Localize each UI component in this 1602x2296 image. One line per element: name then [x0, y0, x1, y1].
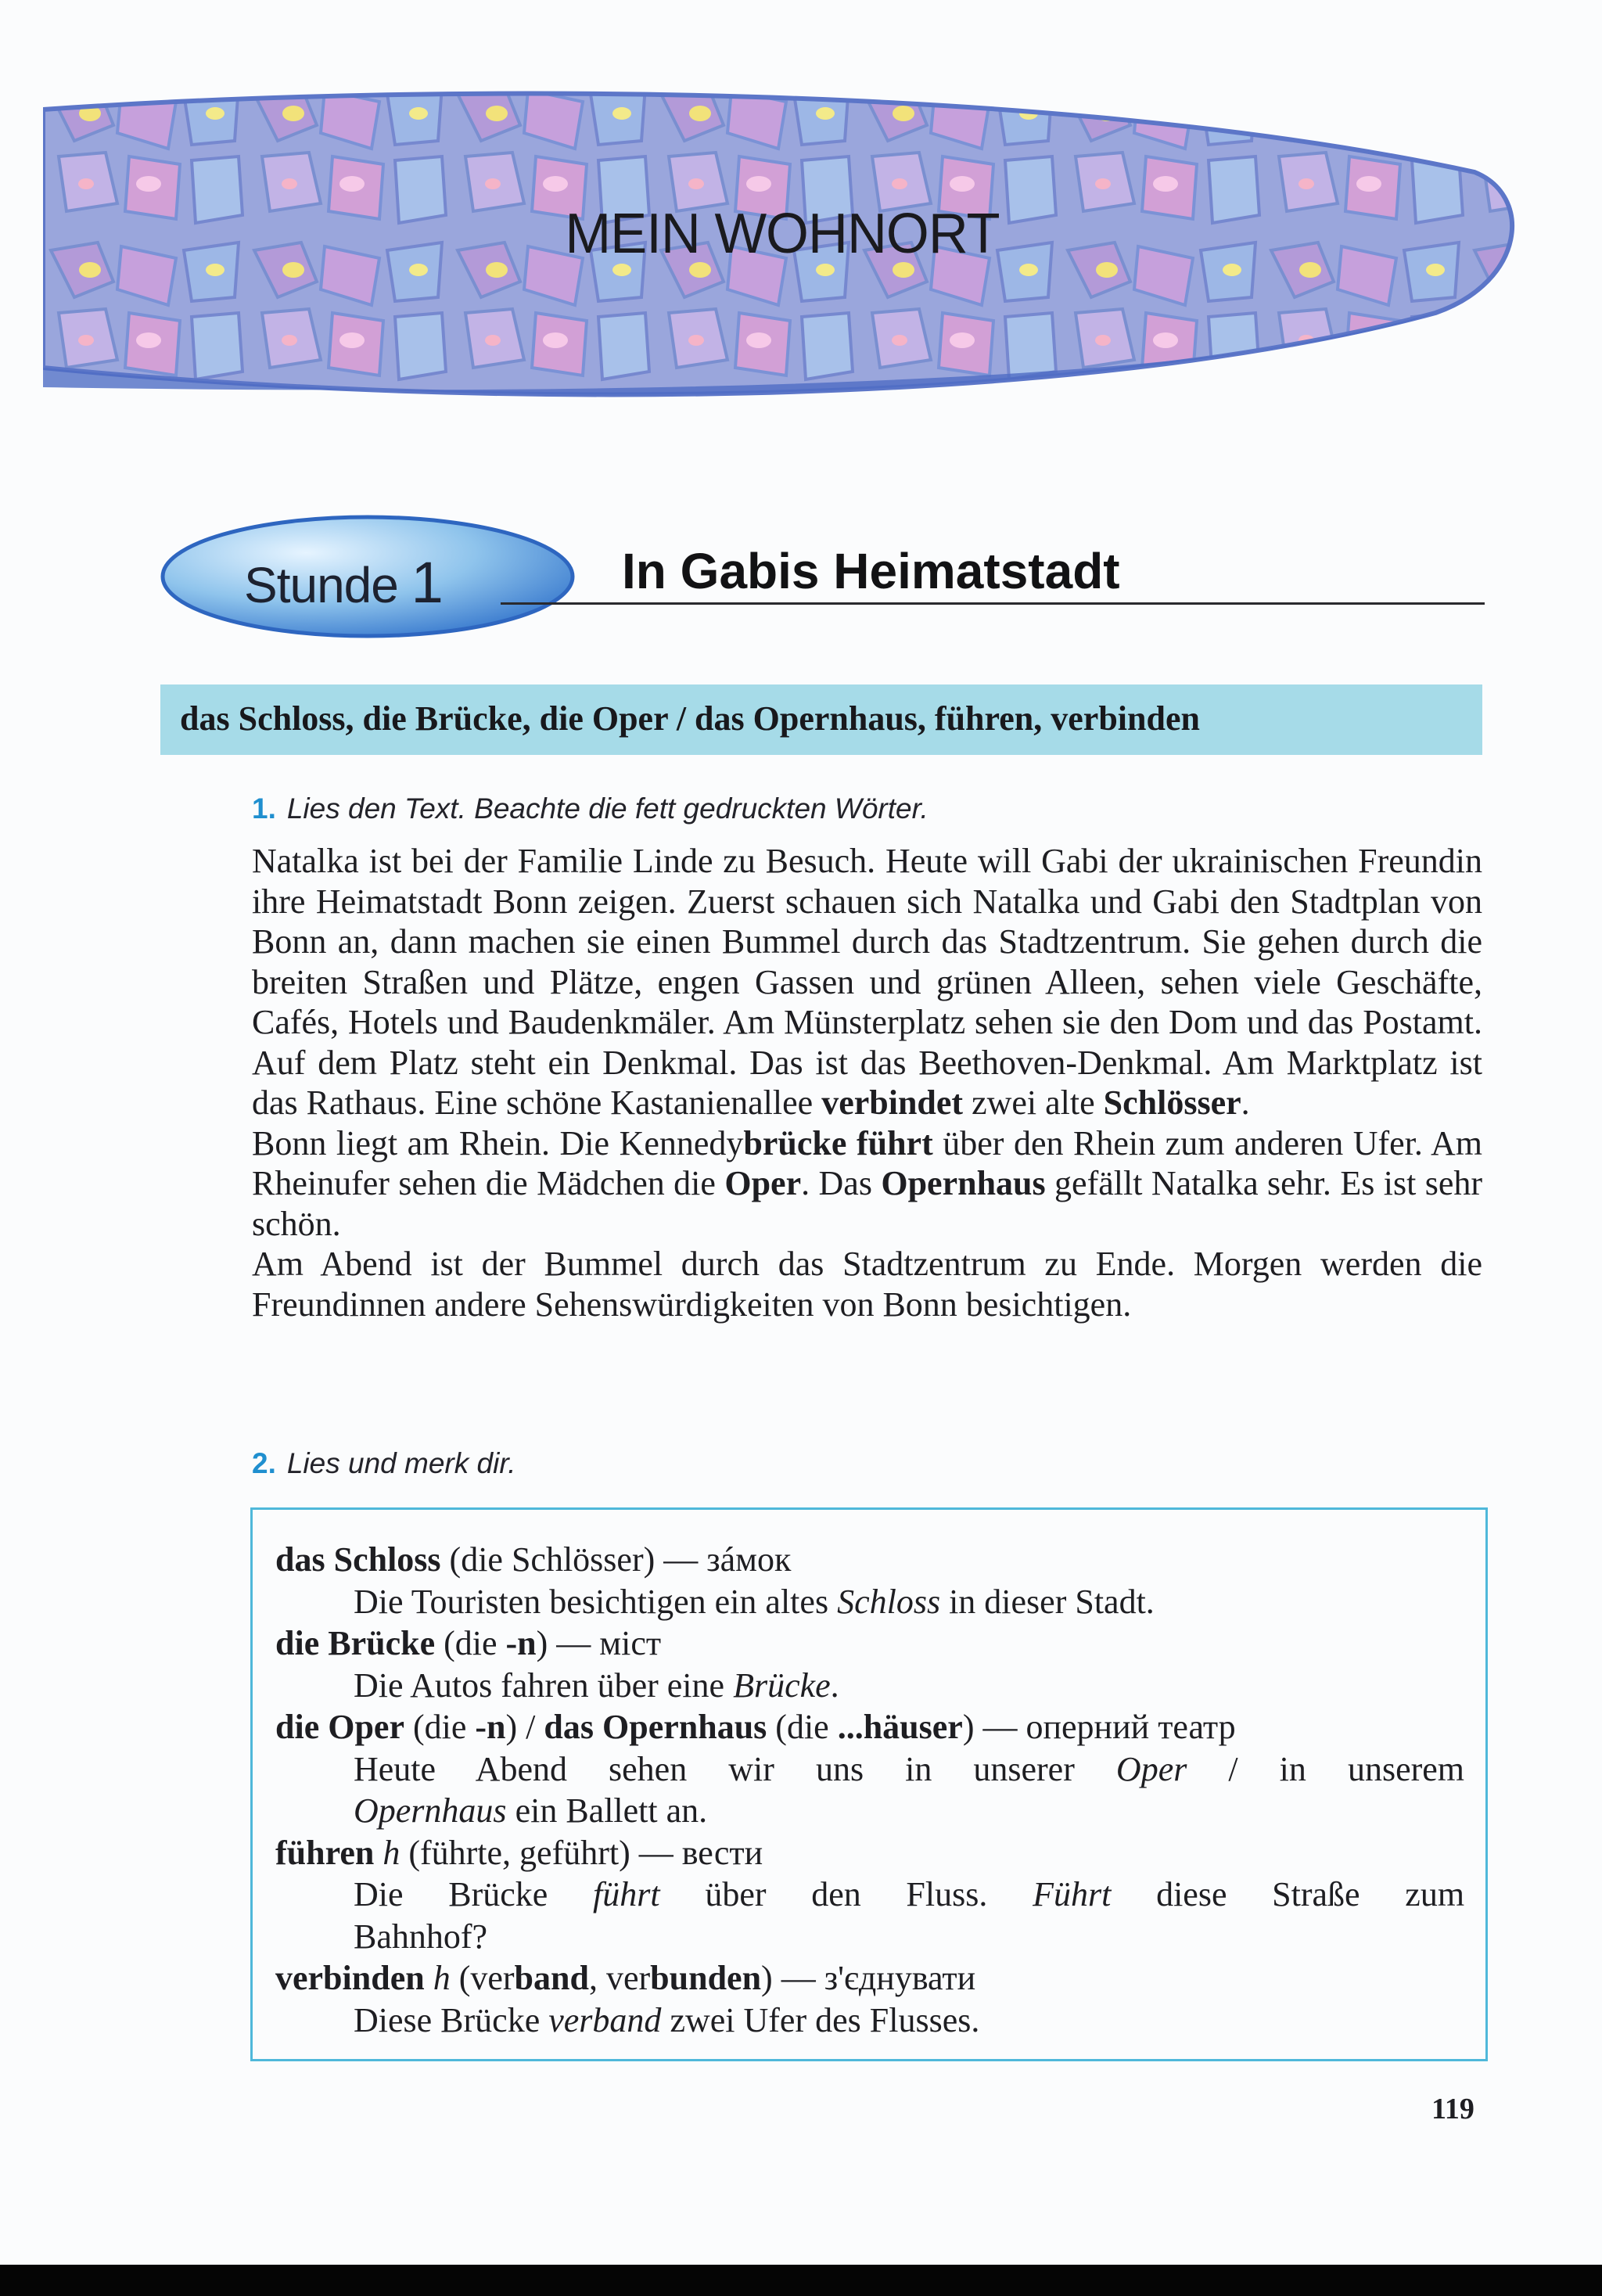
plural-ending: -n	[505, 1624, 537, 1662]
chapter-title: MEIN WOHNORT	[565, 203, 1000, 265]
paragraph-1	[252, 841, 1482, 1123]
bold-word: brücke führt	[743, 1123, 933, 1162]
vocabulary-entries	[275, 1539, 1464, 2041]
headword: das Schloss	[275, 1540, 441, 1579]
bold-word: Oper	[724, 1164, 802, 1202]
paragraph-2-text: über den Rhein zum anderen Ufer. Am Rheinufer sehen die Mädchen die	[252, 1123, 1482, 1202]
example-text: Die Brücke	[354, 1875, 548, 1913]
bottom-edge	[0, 2265, 1602, 2296]
paragraph-3: Am Abend ist der Bummel durch das Stadtzentrum zu Ende. Morgen werden die Freundinnen andere Sehenswürdigkeiten von Bonn besichtigen.	[252, 1245, 1482, 1324]
task-1-text: Lies den Text. Beachte die fett gedruckten Wörter.	[286, 792, 929, 825]
entry-example	[354, 1790, 1464, 1832]
entry-verbinden	[275, 1957, 1464, 2000]
example-italic: Schloss	[837, 1582, 941, 1621]
entry-oper	[275, 1706, 1464, 1748]
example-text: Die Touristen besichtigen ein altes	[354, 1582, 829, 1621]
example-italic: Brücke	[733, 1665, 831, 1705]
vocabulary-strip-text: das Schloss, die Brücke, die Oper / das Opernhaus, führen, verbinden	[180, 699, 1200, 738]
example-text: diese Straße zum	[1156, 1875, 1465, 1913]
entry-example	[354, 1748, 1464, 1791]
bold-word: verbindet	[821, 1083, 964, 1122]
page-number: 119	[1431, 2093, 1474, 2125]
entry-example: Bahnhof?	[354, 1917, 488, 1956]
example-text: Die Autos fahren über eine	[354, 1665, 725, 1705]
paragraph-2-text: gefällt Natalka sehr. Es ist sehr schön.	[252, 1164, 1482, 1243]
example-text: Diese Brücke	[354, 2000, 541, 2039]
bold-word: Schlösser	[1103, 1083, 1241, 1122]
example-italic: verband	[548, 2000, 662, 2039]
task-2-number: 2.	[252, 1447, 276, 1479]
lesson-word: Stunde	[244, 557, 398, 613]
entry-grammar: (die	[444, 1624, 497, 1662]
task-2-instruction	[252, 1447, 516, 1480]
lesson-label	[244, 549, 443, 616]
entry-grammar: (ver	[458, 1959, 515, 1997]
plural-ending: -n	[475, 1708, 506, 1746]
headword: die Oper	[275, 1708, 404, 1746]
auxiliary-marker: h	[383, 1833, 400, 1872]
paragraph-2-text: Bonn liegt am Rhein. Die Kennedy	[252, 1123, 744, 1162]
form-highlight: bunden	[650, 1959, 762, 1997]
headword: das Opernhaus	[544, 1708, 767, 1746]
entry-example	[354, 1581, 1464, 1623]
form-highlight: band	[514, 1959, 589, 1997]
entry-grammar: (die Schlösser) — зáмок	[449, 1540, 792, 1579]
task-1-number: 1.	[252, 792, 276, 825]
entry-bruecke	[275, 1622, 1464, 1665]
example-text: .	[830, 1665, 839, 1705]
reading-text	[252, 841, 1482, 1324]
lesson-number: 1	[411, 550, 443, 615]
entry-grammar: ) — міст	[536, 1624, 662, 1662]
entry-grammar: (führte, geführt) — вести	[408, 1833, 763, 1872]
entry-grammar: ) — з'єднувати	[761, 1959, 976, 1997]
paragraph-1-text: zwei alte	[972, 1083, 1095, 1122]
chapter-banner	[43, 78, 1521, 422]
entry-fuehren	[275, 1832, 1464, 1874]
example-italic: Opernhaus	[354, 1791, 507, 1830]
entry-example	[354, 1665, 1464, 1707]
paragraph-2-text: . Das	[801, 1164, 872, 1202]
punctuation: .	[1241, 1083, 1250, 1122]
example-text: zwei Ufer des Flusses.	[670, 2000, 980, 2039]
entry-grammar: ) — оперний театр	[962, 1708, 1236, 1746]
entry-example	[354, 1874, 1464, 1916]
entry-grammar: ) /	[505, 1708, 536, 1746]
headword: führen	[275, 1833, 375, 1872]
task-1-instruction	[252, 792, 929, 825]
entry-grammar: (die	[775, 1708, 829, 1746]
headword: verbinden	[275, 1959, 425, 1997]
example-text: über den Fluss.	[705, 1875, 988, 1913]
paragraph-2	[252, 1123, 1482, 1245]
example-text: in dieser Stadt.	[949, 1582, 1155, 1621]
entry-example	[354, 2000, 1464, 2042]
auxiliary-marker: h	[433, 1959, 451, 1997]
headword: die Brücke	[275, 1624, 436, 1662]
heading-underline	[501, 602, 1485, 605]
entry-schloss	[275, 1539, 1464, 1581]
example-text: / in unserem	[1228, 1749, 1465, 1788]
bold-word: Opernhaus	[881, 1164, 1046, 1202]
example-italic: führt	[593, 1875, 660, 1913]
entry-grammar: , ver	[588, 1959, 651, 1997]
example-text: Heute Abend sehen wir uns in unserer	[354, 1749, 1075, 1788]
example-text: ein Ballett an.	[515, 1791, 708, 1830]
example-italic: Oper	[1115, 1749, 1187, 1788]
paragraph-1-text: Natalka ist bei der Familie Linde zu Besuch. Heute will Gabi der ukrainischen Freundin ihre Heimatstadt Bonn zeigen. Zuerst schauen sich Natalka und Gabi den Stadtplan von Bonn an, dann machen sie einen Bummel durch das Stadtzentrum. Sie gehen durch die breiten Straßen und Plätze, engen Gassen und grünen Alleen, sehen viele Geschäfte, Cafés, Hotels und Baudenkmäler. Am Münsterplatz sehen sie den Dom und das Postamt. Auf dem Platz steht ein Denkmal. Das ist das Beethoven-Denkmal. Am Marktplatz ist das Rathaus. Eine schöne Kastanienallee	[252, 842, 1482, 1122]
example-italic: Führt	[1033, 1875, 1112, 1913]
lesson-title: In Gabis Heimatstadt	[622, 543, 1120, 599]
task-2-text: Lies und merk dir.	[286, 1447, 516, 1479]
entry-grammar: (die	[412, 1708, 467, 1746]
plural-ending: ...häuser	[837, 1708, 963, 1746]
